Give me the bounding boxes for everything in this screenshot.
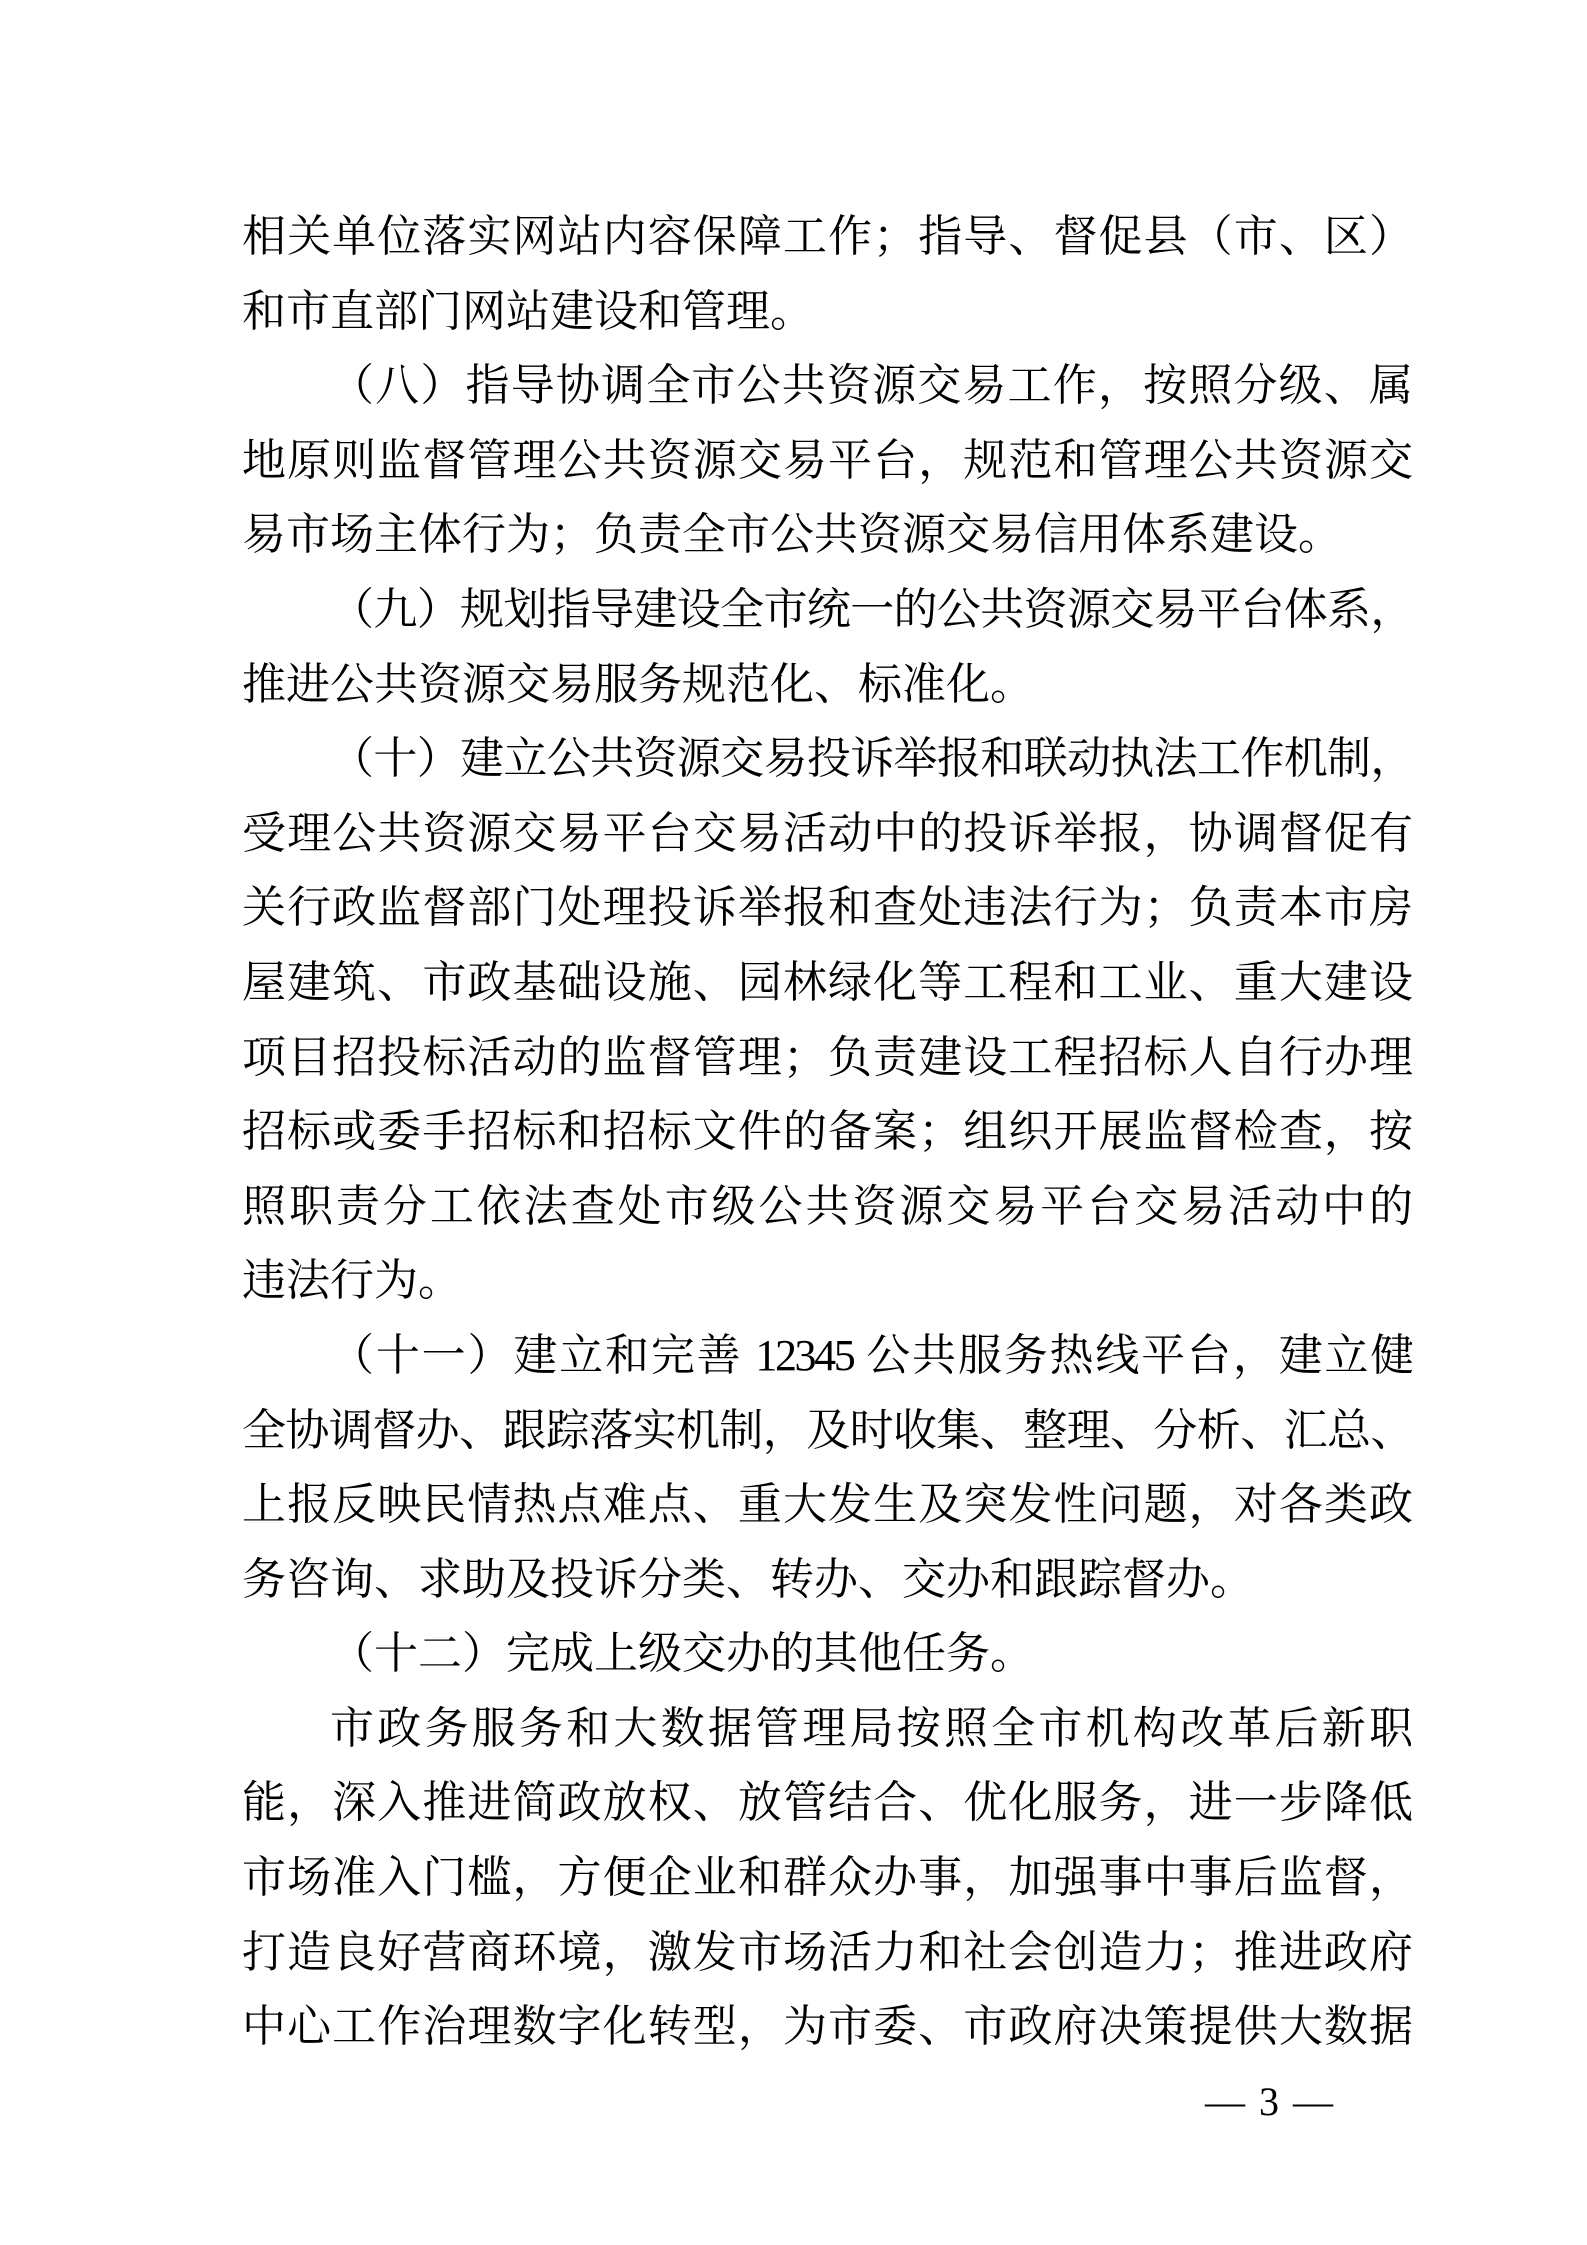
text-line: 招标或委手招标和招标文件的备案；组织开展监督检查，按 — [242, 1107, 1412, 1157]
text-line: 推进公共资源交易服务规范化、标准化。 — [242, 659, 1034, 709]
text-line: 和市直部门网站建设和管理。 — [242, 286, 814, 336]
text-line: 上报反映民情热点难点、重大发生及突发性问题，对各类政 — [242, 1480, 1412, 1530]
text-line: 相关单位落实网站内容保障工作；指导、督促县（市、区） — [242, 212, 1412, 261]
text-line: 中心工作治理数字化转型，为市委、市政府决策提供大数据 — [242, 2002, 1412, 2052]
text-line: 全协调督办、跟踪落实机制，及时收集、整理、分析、汇总、 — [242, 1405, 1412, 1455]
text-line: （九）规划指导建设全市统一的公共资源交易平台体系， — [330, 584, 1412, 634]
text-line: 市政务服务和大数据管理局按照全市机构改革后新职 — [330, 1703, 1412, 1753]
text-line: 受理公共资源交易平台交易活动中的投诉举报，协调督促有 — [242, 808, 1412, 858]
text-line: 屋建筑、市政基础设施、园林绿化等工程和工业、重大建设 — [242, 957, 1412, 1007]
text-line: 关行政监督部门处理投诉举报和查处违法行为；负责本市房 — [242, 883, 1412, 933]
text-line: （十一）建立和完善 12345 公共服务热线平台，建立健 — [330, 1330, 1412, 1380]
text-line: （十二）完成上级交办的其他任务。 — [330, 1629, 1034, 1679]
text-line: 打造良好营商环境，激发市场活力和社会创造力；推进政府 — [242, 1927, 1412, 1977]
text-line: 项目招投标活动的监督管理；负责建设工程招标人自行办理 — [242, 1032, 1412, 1082]
text-line: 市场准入门槛，方便企业和群众办事，加强事中事后监督， — [242, 1853, 1412, 1903]
page-number: — 3 — — [1205, 2079, 1335, 2124]
text-line: 能，深入推进简政放权、放管结合、优化服务，进一步降低 — [242, 1778, 1412, 1828]
text-line: 地原则监督管理公共资源交易平台，规范和管理公共资源交 — [242, 435, 1412, 485]
text-line: 易市场主体行为；负责全市公共资源交易信用体系建设。 — [242, 510, 1342, 560]
text-line: （十）建立公共资源交易投诉举报和联动执法工作机制， — [330, 734, 1412, 784]
text-line: 务咨询、求助及投诉分类、转办、交办和跟踪督办。 — [242, 1554, 1254, 1604]
text-line: （八）指导协调全市公共资源交易工作，按照分级、属 — [330, 361, 1412, 411]
text-line: 照职责分工依法查处市级公共资源交易平台交易活动中的 — [242, 1181, 1412, 1231]
document-body — [242, 200, 1412, 2065]
text-line: 违法行为。 — [242, 1256, 462, 1306]
